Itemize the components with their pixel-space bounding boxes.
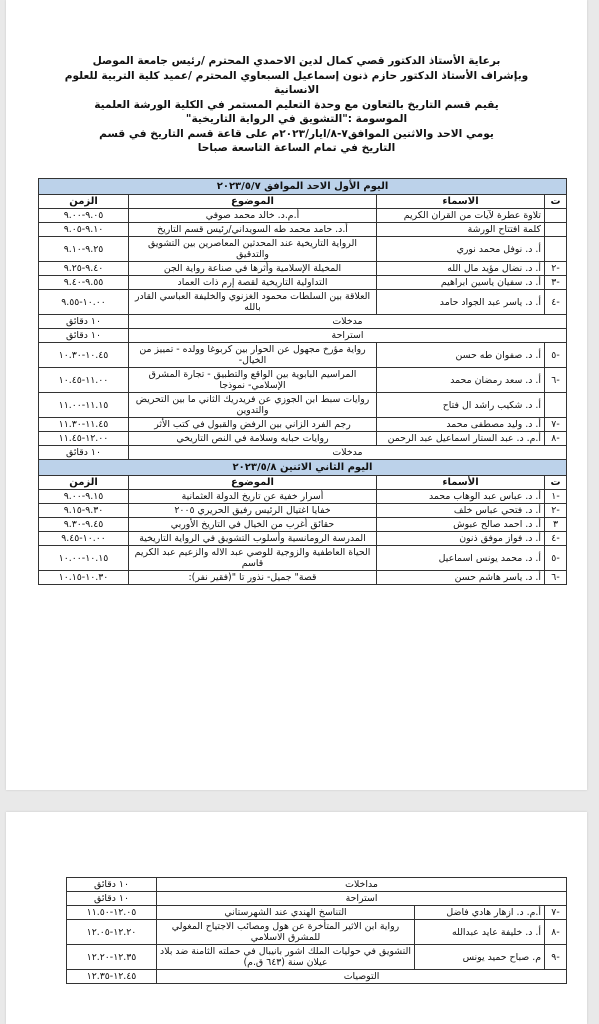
presenter-name: أ.م. د. ازهار هادي فاضل — [415, 906, 545, 920]
table-row — [39, 418, 567, 432]
day-title: اليوم الأول الاحد الموافق ٢٠٢٣/٥/٧ — [39, 179, 567, 195]
time-slot: ١٠ دقائق — [67, 892, 157, 906]
document-page-1 — [6, 0, 587, 790]
table-row — [67, 970, 567, 984]
table-row — [39, 446, 567, 460]
table-row — [39, 329, 567, 343]
table-row — [67, 892, 567, 906]
row-number: -٢ — [545, 504, 567, 518]
row-number: -٢ — [545, 262, 567, 276]
header-block — [14, 54, 579, 156]
table-row — [39, 518, 567, 532]
presenter-name: أ. د. خليفة عايد عبدالله — [415, 920, 545, 945]
time-slot: ٩.٢٥-٩.١٠ — [39, 237, 129, 262]
table-row — [39, 209, 567, 223]
table-row — [39, 532, 567, 546]
talk-topic: حقائق أغرب من الخيال في التاريخ الأوربي — [129, 518, 377, 532]
time-slot: ٩.٤٥-٩.٣٠ — [39, 518, 129, 532]
talk-topic: أ.م.د. خالد محمد صوفي — [129, 209, 377, 223]
time-slot: ١٢.٣٥-١٢.٢٠ — [67, 945, 157, 970]
row-number: -٦ — [545, 368, 567, 393]
time-slot: ١٠.٠٠-٩.٤٥ — [39, 532, 129, 546]
break-label: استراحة — [157, 892, 567, 906]
time-slot: ١٢.٢٠-١٢.٠٥ — [67, 920, 157, 945]
break-label: مدخلات — [129, 315, 567, 329]
table-row — [39, 262, 567, 276]
header-line: الموسومة :"التشويق في الرواية التاريخية" — [185, 113, 408, 125]
header-names: الأسماء — [377, 476, 545, 490]
header-line: التاريخ في تمام الساعة التاسعة صباحا — [197, 142, 396, 154]
time-slot: ١٠.٣٠-١٠.١٥ — [39, 571, 129, 585]
day-title-row — [39, 179, 567, 195]
time-slot: ١٠ دقائق — [67, 878, 157, 892]
row-number: ٣ — [545, 518, 567, 532]
break-label: التوصيات — [157, 970, 567, 984]
presenter-name: أ. د. عباس عبد الوهاب محمد — [377, 490, 545, 504]
presenter-name: أ. د. صفوان طه حسن — [377, 343, 545, 368]
row-number — [545, 223, 567, 237]
time-slot: ١١.٠٠-١٠.٤٥ — [39, 368, 129, 393]
header-topic: الموضوع — [129, 476, 377, 490]
time-slot: ٩.٣٠-٩.١٥ — [39, 504, 129, 518]
talk-topic: المدرسة الرومانسية وأسلوب التشويق في الرواية التاريخية — [129, 532, 377, 546]
row-number: -١ — [545, 490, 567, 504]
header-names: الاسماء — [377, 195, 545, 209]
time-slot: ٩.٥٥-٩.٤٠ — [39, 276, 129, 290]
presenter-name: م. صباح حميد يونس — [415, 945, 545, 970]
presenter-name: أ. د. سفيان ياسين ابراهيم — [377, 276, 545, 290]
presenter-name: أ. د. شكيب راشد ال فتاح — [377, 393, 545, 418]
talk-topic: الحياة العاطفية والزوجية للوصي عبد الاله والزعيم عبد الكريم قاسم — [129, 546, 377, 571]
header-line: يومي الاحد والاثنين الموافق٧-٨/ايار/٢٠٢٣م على قاعة قسم التاريخ في قسم — [99, 127, 494, 140]
table-row — [67, 920, 567, 945]
table-row — [39, 546, 567, 571]
table-row — [39, 393, 567, 418]
column-header-row — [39, 195, 567, 209]
talk-topic: رواية مؤرخ مجهول عن الحوار بين كربوغا وولده - تمييز من الخيال- — [129, 343, 377, 368]
table-row — [39, 223, 567, 237]
talk-topic: المخيلة الإسلامية وأثرها في صناعة رواية الجن — [129, 262, 377, 276]
table-row — [39, 432, 567, 446]
table-row — [39, 368, 567, 393]
time-slot: ١٠ دقائق — [39, 329, 129, 343]
table-row — [67, 906, 567, 920]
talk-topic: روايات حبابه وسلامة في النص التاريخي — [129, 432, 377, 446]
time-slot: ١٠.٠٠-٩.٥٥ — [39, 290, 129, 315]
presenter-name: أ.م. د. عبد الستار اسماعيل عبد الرحمن — [377, 432, 545, 446]
row-number: -٤ — [545, 532, 567, 546]
time-slot: ١١.١٥-١١.٠٠ — [39, 393, 129, 418]
presenter-name: أ. د. فواز موفق ذنون — [377, 532, 545, 546]
row-number: -٧ — [545, 906, 567, 920]
talk-topic: روايات سبط ابن الجوزي عن فريدريك الثاني ما بين التحريض والتدوين — [129, 393, 377, 418]
talk-topic: خفايا اغتيال الرئيس رفيق الحريري ٢٠٠٥ — [129, 504, 377, 518]
row-number: -٦ — [545, 571, 567, 585]
row-number — [545, 209, 567, 223]
row-number: -٨ — [545, 920, 567, 945]
talk-topic: التداولية التاريخية لقصة إرم ذات العماد — [129, 276, 377, 290]
column-header-row — [39, 476, 567, 490]
table-row — [39, 343, 567, 368]
presenter-name: أ. د. ياسر هاشم حسن — [377, 571, 545, 585]
row-number — [545, 393, 567, 418]
day-title-row — [39, 460, 567, 476]
schedule-table-continued — [66, 877, 567, 984]
break-label: استراحة — [129, 329, 567, 343]
time-slot: ٩.١٠-٩.٠٥ — [39, 223, 129, 237]
presenter-name: كلمة افتتاح الورشة — [377, 223, 545, 237]
table-row — [67, 945, 567, 970]
break-label: مداخلات — [157, 878, 567, 892]
row-number: -٣ — [545, 276, 567, 290]
header-line: يقيم قسم التاريخ بالتعاون مع وحدة التعليم المستمر في الكلية الورشة العلمية — [94, 98, 499, 111]
time-slot: ١٠.١٥-١٠.٠٠ — [39, 546, 129, 571]
header-num: ت — [545, 476, 567, 490]
row-number: -٩ — [545, 945, 567, 970]
header-topic: الموضوع — [129, 195, 377, 209]
talk-topic: التشويق في حوليات الملك اشور بانيبال في حملته الثامنة ضد بلاد عيلان سنة (٦٤٣ ق.م) — [157, 945, 415, 970]
presenter-name: أ. د. ياسر عبد الجواد حامد — [377, 290, 545, 315]
time-slot: ١٢.٠٠-١١.٤٥ — [39, 432, 129, 446]
time-slot: ١٠.٤٥-١٠.٣٠ — [39, 343, 129, 368]
header-num: ت — [545, 195, 567, 209]
header-time: الزمن — [39, 195, 129, 209]
time-slot: ١٠ دقائق — [39, 446, 129, 460]
header-time: الزمن — [39, 476, 129, 490]
break-label: مدخلات — [129, 446, 567, 460]
table-row — [39, 571, 567, 585]
header-line: برعاية الأستاذ الدكتور قصي كمال لدين الاحمدي المحترم /رئيس جامعة الموصل — [92, 55, 501, 67]
presenter-name: أ. د. محمد يونس اسماعيل — [377, 546, 545, 571]
presenter-name: أ. د. سعد رمضان محمد — [377, 368, 545, 393]
header-line: الانسانية — [274, 84, 319, 96]
talk-topic: أ.د. حامد محمد طه السويداني/رئيس قسم التاريخ — [129, 223, 377, 237]
presenter-name: أ. د. وليد مصطفى محمد — [377, 418, 545, 432]
table-row — [39, 315, 567, 329]
schedule-table — [38, 178, 567, 585]
table-row — [39, 490, 567, 504]
table-row — [39, 504, 567, 518]
talk-topic: التناسخ الهندي عند الشهرستاني — [157, 906, 415, 920]
time-slot: ٩.٠٥-٩.٠٠ — [39, 209, 129, 223]
table-row — [39, 290, 567, 315]
presenter-name: أ. د. فتحي عباس خلف — [377, 504, 545, 518]
talk-topic: الرواية التاريخية عند المحدثين المعاصرين بين التشويق والتدقيق — [129, 237, 377, 262]
time-slot: ١٢.٠٥-١١.٥٠ — [67, 906, 157, 920]
talk-topic: العلاقة بين السلطات محمود الغزنوي والخليفة العباسي القادر بالله — [129, 290, 377, 315]
time-slot: ١٠ دقائق — [39, 315, 129, 329]
table-row — [39, 237, 567, 262]
presenter-name: أ. د. احمد صالح عبوش — [377, 518, 545, 532]
row-number: -٥ — [545, 343, 567, 368]
table-row — [67, 878, 567, 892]
row-number: -٤ — [545, 290, 567, 315]
presenter-name: أ. د. نوفل محمد نوري — [377, 237, 545, 262]
row-number: -٧ — [545, 418, 567, 432]
talk-topic: المراسيم البابوية بين الواقع والتطبيق - تجارة المشرق الإسلامي- نموذجا — [129, 368, 377, 393]
time-slot: ٩.٤٠-٩.٢٥ — [39, 262, 129, 276]
row-number: -٨ — [545, 432, 567, 446]
time-slot: ١١.٤٥-١١.٣٠ — [39, 418, 129, 432]
talk-topic: رجم الفرد الزاني بين الرفض والقبول في كتب الأثر — [129, 418, 377, 432]
talk-topic: أسرار خفية عن تاريخ الدولة العثمانية — [129, 490, 377, 504]
talk-topic: قصة" جميل- نذور تا "(فقير نفر): — [129, 571, 377, 585]
time-slot: ١٢.٤٥-١٢.٣٥ — [67, 970, 157, 984]
presenter-name: تلاوة عطرة لآيات من القران الكريم — [377, 209, 545, 223]
document-page-2 — [6, 812, 587, 1024]
time-slot: ٩.١٥-٩.٠٠ — [39, 490, 129, 504]
table-row — [39, 276, 567, 290]
header-line: وبإشراف الأستاذ الدكتور حازم ذنون إسماعيل السبعاوي المحترم /عميد كلية التربية للعلوم — [64, 69, 529, 82]
presenter-name: أ. د. نضال مؤيد مال الله — [377, 262, 545, 276]
row-number — [545, 237, 567, 262]
row-number: -٥ — [545, 546, 567, 571]
talk-topic: رواية ابن الاثير المتأخرة عن هول ومصائب الاجتياح المغولي للمشرق الاسلامي — [157, 920, 415, 945]
day-title: اليوم الثاني الاثنين ٢٠٢٣/٥/٨ — [39, 460, 567, 476]
